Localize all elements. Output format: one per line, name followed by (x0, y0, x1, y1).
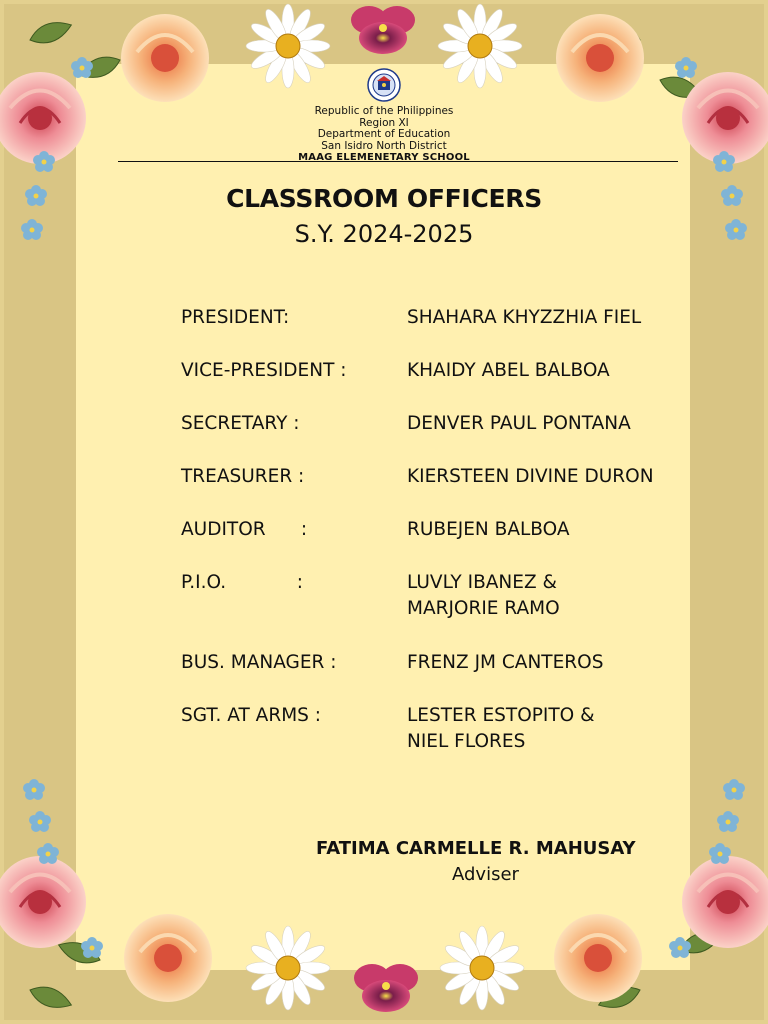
officer-position: BUS. MANAGER : (181, 652, 337, 673)
officer-position: VICE-PRESIDENT : (181, 360, 347, 381)
officer-position: TREASURER : (181, 466, 305, 487)
officer-name-line: NIEL FLORES (407, 731, 526, 752)
officer-row-sgt-at-arms (181, 703, 701, 755)
officer-name-line: SHAHARA KHYZZHIA FIEL (407, 307, 642, 328)
officer-name (407, 358, 701, 384)
header-divider (118, 161, 678, 162)
header-line-region: Region XI (359, 116, 409, 129)
adviser-name: FATIMA CARMELLE R. MAHUSAY (316, 838, 636, 859)
officer-name-line: KHAIDY ABEL BALBOA (407, 360, 610, 381)
deped-seal-icon (367, 68, 401, 102)
officer-row-secretary (181, 411, 701, 437)
officer-row-treasurer (181, 464, 701, 490)
document-title: CLASSROOM OFFICERS (226, 184, 542, 213)
header-line-department: Department of Education (317, 128, 451, 140)
officer-name (407, 570, 701, 622)
officer-name-line: LUVLY IBANEZ & (407, 572, 557, 593)
letterhead (0, 68, 768, 164)
officer-position: P.I.O. : (181, 572, 303, 593)
officer-name-line: FRENZ JM CANTEROS (407, 652, 604, 673)
officer-position: AUDITOR : (181, 519, 308, 540)
officer-name (407, 305, 701, 331)
officer-name-line: DENVER PAUL PONTANA (407, 413, 631, 434)
officer-name (407, 411, 701, 437)
officer-name (407, 650, 701, 676)
adviser-role: Adviser (452, 864, 519, 885)
header-line-country: Republic of the Philippines (314, 105, 454, 117)
officer-position: SGT. AT ARMS : (181, 705, 322, 726)
officer-row-business-manager (181, 650, 701, 676)
header-line-district: San Isidro North District (321, 139, 447, 152)
officer-name-line: MARJORIE RAMO (407, 598, 560, 619)
header-school-name: MAAG ELEMENETARY SCHOOL (298, 152, 470, 163)
officer-row-pio (181, 570, 701, 622)
officer-name-line: LESTER ESTOPITO & (407, 705, 595, 726)
officer-row-vice-president (181, 358, 701, 384)
officer-row-auditor (181, 517, 701, 543)
officer-name-line: RUBEJEN BALBOA (407, 519, 570, 540)
officer-position: SECRETARY : (181, 413, 300, 434)
officer-name (407, 703, 701, 755)
officer-name-line: KIERSTEEN DIVINE DURON (407, 466, 654, 487)
officer-name (407, 517, 701, 543)
officer-position: PRESIDENT: (181, 307, 290, 328)
school-year: S.Y. 2024-2025 (294, 220, 474, 248)
officer-name (407, 464, 701, 490)
officer-row-president (181, 305, 701, 331)
